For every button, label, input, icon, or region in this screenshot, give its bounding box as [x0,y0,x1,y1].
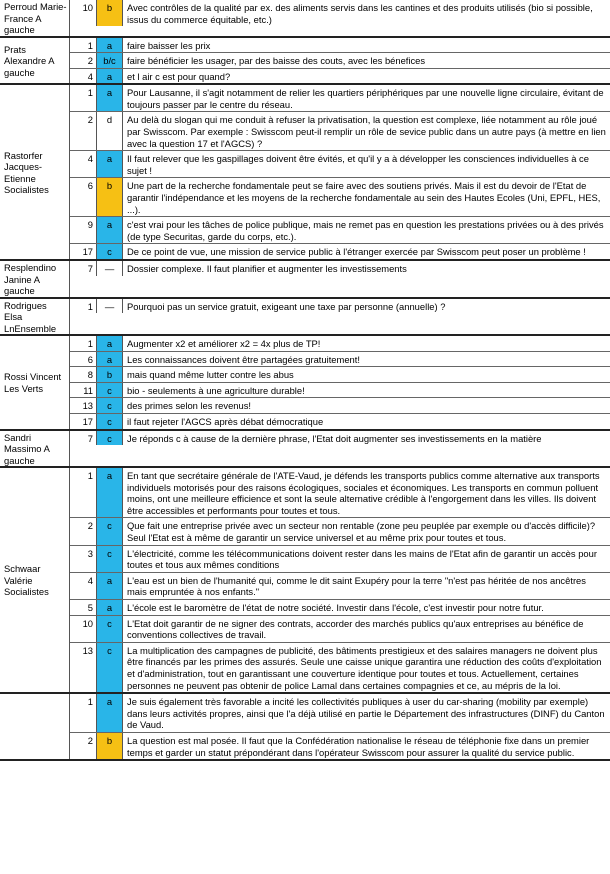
answer-code: a [97,151,123,177]
question-number: 10 [70,0,97,26]
comment-text: Les connaissances doivent être partagées gratuitement! [127,353,360,365]
answer-code: c [97,398,123,413]
author-name: Rastorfer Jacques-Etienne Socialistes [0,85,70,259]
comment-text: Pour Lausanne, il s'agit notamment de relier les quartiers périphériques par une nouvelle ligne circulaire, évitant de toujours passer par le centre du réseau. [127,87,604,110]
response-row [70,178,610,217]
question-number: 1 [70,299,97,314]
comment-text: L'électricité, comme les télécommunications doivent rester dans les mains de l'Etat afin de garantir un accès pour toutes et tous aux mêmes conditions [127,547,597,571]
comment-text: mais quand même lutter contre les abus [127,369,294,381]
author-name: Rossi Vincent Les Verts [0,336,70,429]
comment-text: Que fait une entreprise privée avec un secteur non rentable (zone peu peuplée par exemple ou d'accès difficile)? Seul l'Etat est à même de garantir un service universel et au même prix pour toutes et tous. [127,520,596,544]
answer-code: a [97,336,123,351]
response-row [70,398,610,414]
response-row [70,69,610,84]
response-row [70,367,610,383]
author-name: Sandri Massimo A gauche [0,431,70,467]
question-number: 4 [70,69,97,84]
answer-code: b [97,0,123,26]
answer-code: c [97,518,123,544]
answer-code: c [97,431,123,446]
comment-text: et l air c est pour quand? [127,70,231,82]
question-number: 6 [70,178,97,216]
question-number: 1 [70,38,97,53]
answer-code: c [97,546,123,572]
question-number: 7 [70,431,97,446]
comment-text: L'école est le baromètre de l'état de notre société. Investir dans l'école, c'est investir pour notre futur. [127,602,544,613]
question-number: 9 [70,217,97,243]
author-name: Perroud Marie-France A gauche [0,0,70,36]
question-number: 10 [70,616,97,642]
answer-code: — [97,261,123,276]
author-group [0,431,610,469]
response-row [70,217,610,244]
response-row [70,261,610,276]
comment-text: bio - seulements à une agriculture durable! [127,384,305,396]
question-number: 6 [70,352,97,367]
response-row [70,38,610,54]
author-name: Resplendino Janine A gauche [0,261,70,297]
response-row [70,85,610,112]
comment-text: Je réponds c à cause de la dernière phrase, l'Etat doit augmenter ses investissements en la matière [127,432,542,444]
response-row [70,616,610,643]
comment-text: des primes selon les revenus! [127,400,252,412]
comment-text: Je suis également très favorable a incité les collectivités publiques à user du car-sharing (mobility par exemple) dans leurs activités propres, ainsi que l'a déjà utilisé en partie le Département des infrastructures (DINF) du Canton de Vaud. [127,696,605,731]
answer-code: c [97,643,123,692]
comment-text: La multiplication des campagnes de publicité, des bâtiments prestigieux et des salaires managers ne doivent plus être financés par les primes des assurés. Seule une caisse unique garantira une réduction des coûts d'exploitation et d'administration, tout en garantissant une couverture identique pour toutes et tous. Actuellement, certaines personnes ne peuvent pas obtenir de police Lamal dans certaines compagnies et ce, au mépris de la loi. [127,644,602,691]
question-number: 1 [70,694,97,732]
answer-code: c [97,244,123,259]
author-group [0,336,610,431]
response-row [70,573,610,600]
author-group [0,261,610,299]
comment-text: c'est vrai pour les tâches de police publique, mais ne remet pas en question les prestations privées ou à des privés (de type Securitas, garde du corps, etc.). [127,219,604,242]
question-number: 3 [70,546,97,572]
answer-code: a [97,468,123,517]
author-group [0,0,610,38]
answer-code: b [97,178,123,216]
answer-code: c [97,383,123,398]
comment-text: faire bénéficier les usager, par des baisse des couts, avec les bénefices [127,55,426,67]
response-row [70,336,610,352]
response-row [70,112,610,151]
question-number: 17 [70,414,97,429]
comment-text: Avec contrôles de la qualité par ex. des aliments servis dans les cantines et des produits utilisés (bio si possible, issus du commerce équitable, etc.) [127,2,593,25]
answer-code: b [97,367,123,382]
question-number: 1 [70,85,97,111]
response-row [70,352,610,368]
question-number: 8 [70,367,97,382]
answer-code: — [97,299,123,314]
question-number: 1 [70,468,97,517]
answer-code: c [97,616,123,642]
question-number: 4 [70,573,97,599]
answer-code: c [97,414,123,429]
response-row [70,151,610,178]
response-row [70,299,610,314]
answer-code: b/c [97,53,123,68]
comment-text: L'eau est un bien de l'humanité qui, comme le dit saint Exupéry pour la terre "n'est pas héritée de nos ancêtres mais empruntée à nos enfants." [127,574,586,598]
response-row [70,53,610,69]
question-number: 2 [70,53,97,68]
answer-code: b [97,733,123,759]
comment-text: faire baisser les prix [127,39,211,51]
response-row [70,643,610,692]
answer-code: a [97,69,123,84]
answer-code: a [97,694,123,732]
author-name: Rodrigues Elsa LnEnsemble [0,299,70,335]
author-group [0,299,610,337]
response-row [70,600,610,616]
question-number: 2 [70,733,97,759]
response-row [70,244,610,259]
question-number: 4 [70,151,97,177]
question-number: 7 [70,261,97,276]
response-row [70,0,610,26]
response-row [70,518,610,545]
question-number: 1 [70,336,97,351]
author-group [0,85,610,261]
comment-text: Augmenter x2 et améliorer x2 = 4x plus de TP! [127,338,321,349]
answer-code: d [97,112,123,150]
response-row [70,383,610,399]
question-number: 13 [70,643,97,692]
response-row [70,414,610,429]
response-row [70,733,610,759]
comment-text: Il faut relever que les gaspillages doivent être évités, et qu'il y a à développer les consciences individuelles à ce sujet ! [127,153,589,176]
answer-code: a [97,38,123,53]
question-number: 13 [70,398,97,413]
answer-code: a [97,600,123,615]
answer-code: a [97,573,123,599]
author-group [0,694,610,761]
author-group [0,468,610,694]
comment-text: il faut rejeter l'AGCS après débat démocratique [127,415,324,427]
question-number: 2 [70,112,97,150]
author-group [0,38,610,86]
answer-code: a [97,85,123,111]
question-number: 17 [70,244,97,259]
comment-text: Au delà du slogan qui me conduit à refuser la privatisation, la question est complexe, liée notamment au rôle joué par Swisscom. Par exemple : Swisscom peut-il remplir un rôle de sevice public dans un autre pays (à mettre en lien avec la question 17 et l'AGCS) ? [127,114,606,149]
author-name [0,694,70,759]
comment-text: Pourquoi pas un service gratuit, exigeant une taxe par personne (annuelle) ? [127,300,446,312]
question-number: 5 [70,600,97,615]
comment-text: En tant que secrétaire générale de l'ATE-Vaud, je défends les transports publics comme alternative aux transports individuels motorisés pour des raisons écologiques, sociales et économiques. Les transports en commun polluent moins, ont une meilleure efficience et sont la seule alternative crédible à l'engorgement dans les villes. Ils doivent être accessibles et performants pour toutes et tous. [127,470,600,516]
answer-code: a [97,352,123,367]
question-number: 2 [70,518,97,544]
comment-text: De ce point de vue, une mission de service public à l'étranger exercée par Swisscom peut poser un problème ! [127,246,586,258]
response-row [70,546,610,573]
comment-text: L'Etat doit garantir de ne signer des contrats, accorder des marchés publics qu'aux entreprises au bénéfice de conventions collectives de travail. [127,617,584,641]
question-number: 11 [70,383,97,398]
comment-text: Dossier complexe. Il faut planifier et augmenter les investissements [127,263,407,274]
comment-text: La question est mal posée. Il faut que la Confédération nationalise le réseau de téléphonie fixe dans un premier temps et garder un statut prépondérant dans l'opérateur Swisscom pour assurer la qualité du service public. [127,734,590,758]
response-row [70,431,610,446]
author-name: Schwaar Valérie Socialistes [0,468,70,692]
comment-text: Une part de la recherche fondamentale peut se faire avec des soutiens privés. Mais il est du devoir de l'Etat de garantir l'indépendance et les moyens de la recherche fondamentale au sein des Hautes Ecoles (Uni, EPFL, HES, ...). [127,180,601,215]
author-name: Prats Alexandre A gauche [0,38,70,84]
answer-code: a [97,217,123,243]
response-row [70,694,610,733]
response-row [70,468,610,518]
